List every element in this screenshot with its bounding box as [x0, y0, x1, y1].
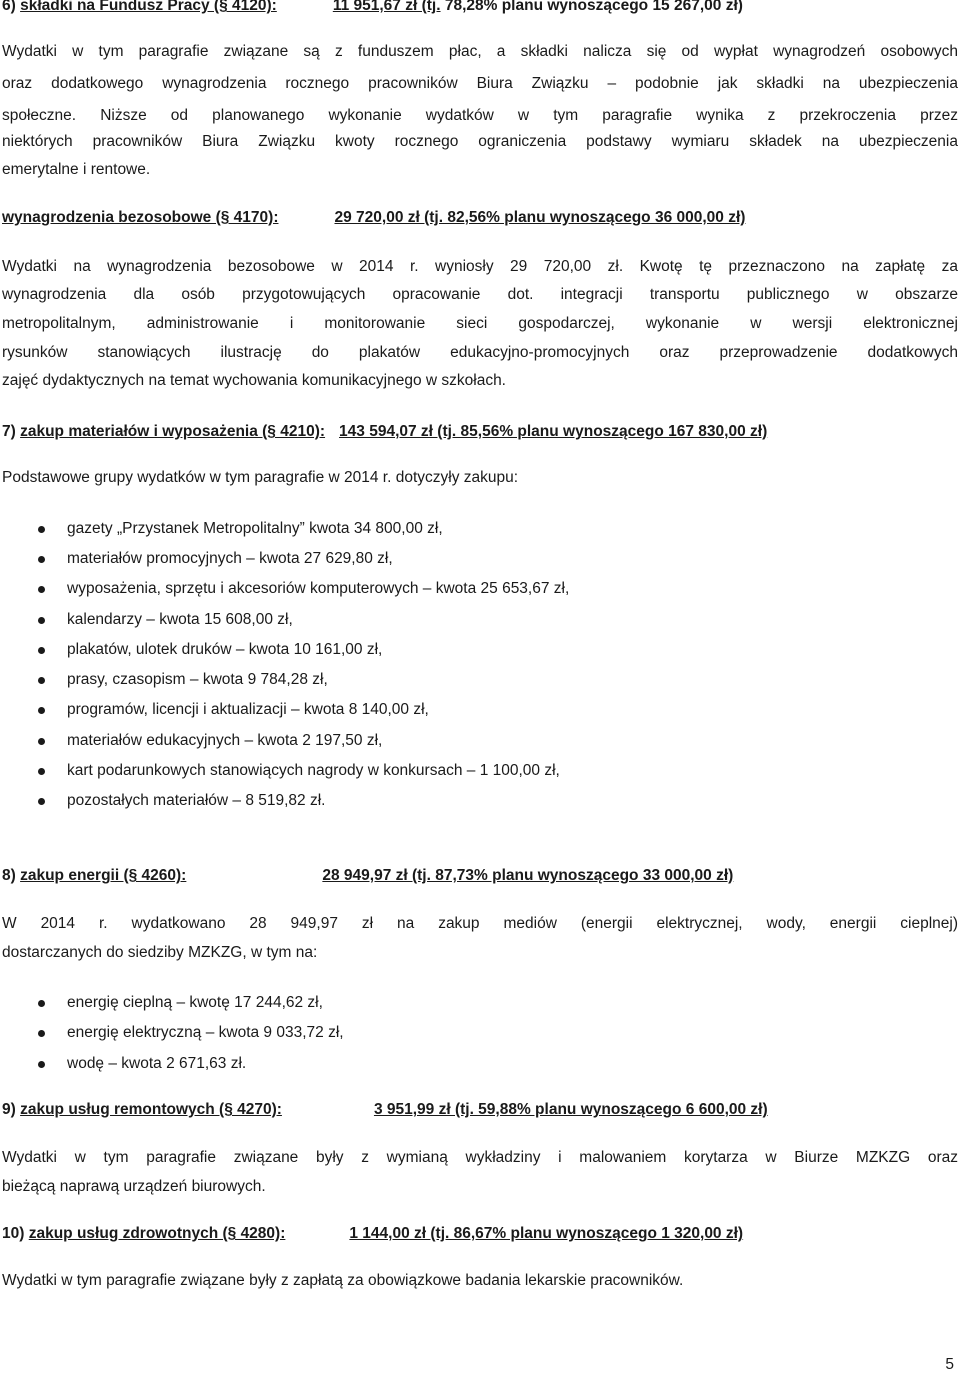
section-10-number: 10): [2, 1225, 29, 1242]
list-item: programów, licencji i aktualizacji – kwota 8 140,00 zł,: [67, 701, 429, 718]
section-wb-line-4: rysunków stanowiących ilustrację do plakatów edukacyjno-promocyjnych oraz przeprowadzenie dodatkowych: [2, 344, 958, 361]
section-7-number: 7): [2, 423, 21, 440]
list-item: wyposażenia, sprzętu i akcesoriów komputerowych – kwota 25 653,67 zł,: [67, 580, 570, 597]
section-10-heading: [2, 1224, 743, 1244]
section-6-line-5: emerytalne i rentowe.: [2, 161, 151, 178]
section-6-line-3: społeczne. Niższe od planowanego wykonanie wydatków w tym paragrafie wynika z przekroczenia przez: [2, 107, 958, 124]
bullet-icon: [38, 1030, 45, 1037]
section-7-amount: 143 594,07 zł (tj. 85,56% planu wynoszącego 167 830,00 zł): [339, 423, 768, 440]
bullet-icon: [38, 768, 45, 775]
bullet-icon: [38, 1000, 45, 1007]
section-8-amount: 28 949,97 zł (tj. 87,73% planu wynoszącego 33 000,00 zł): [322, 867, 734, 884]
section-7-intro: Podstawowe grupy wydatków w tym paragrafie w 2014 r. dotyczyły zakupu:: [2, 469, 519, 486]
section-6-number: 6): [2, 0, 21, 14]
section-6-line-4: niektórych pracowników Biura Związku kwoty rocznego ograniczenia podstawy wymiaru składek na ubezpieczenia: [2, 133, 958, 150]
section-10-amount: 1 144,00 zł (tj. 86,67% planu wynoszącego 1 320,00 zł): [349, 1225, 744, 1242]
section-7-heading: [2, 422, 767, 442]
section-9-heading: [2, 1100, 768, 1120]
section-wb-line-2: wynagrodzenia dla osób przygotowujących opracowanie dot. integracji transportu publicznego w obszarze: [2, 286, 958, 303]
section-wb-amount: 29 720,00 zł (tj. 82,56% planu wynoszącego 36 000,00 zł): [334, 209, 746, 226]
section-7-title: zakup materiałów i wyposażenia (§ 4210):: [20, 423, 326, 440]
section-wb-line-5: zajęć dydaktycznych na temat wychowania komunikacyjnego w szkołach.: [2, 372, 506, 389]
section-6-amount-rest: 78,28% planu wynoszącego 15 267,00 zł): [440, 0, 743, 14]
bullet-icon: [38, 1061, 45, 1068]
bullet-icon: [38, 798, 45, 805]
bullet-icon: [38, 647, 45, 654]
section-8-heading: [2, 866, 733, 886]
bullet-icon: [38, 677, 45, 684]
section-6-line-2: oraz dodatkowego wynagrodzenia rocznego pracowników Biura Związku – podobnie jak składki na ubezpieczenia: [2, 75, 958, 92]
section-6-amount: 11 951,67 zł (tj.: [332, 0, 441, 14]
list-item: materiałów promocyjnych – kwota 27 629,80 zł,: [67, 550, 393, 567]
section-9-amount: 3 951,99 zł (tj. 59,88% planu wynoszącego 6 600,00 zł): [373, 1101, 768, 1118]
bullet-icon: [38, 738, 45, 745]
list-item: prasy, czasopism – kwota 9 784,28 zł,: [67, 671, 328, 688]
page-number: 5: [945, 1356, 954, 1373]
list-item: gazety „Przystanek Metropolitalny” kwota 34 800,00 zł,: [67, 520, 443, 537]
bullet-icon: [38, 526, 45, 533]
section-9-line-1: Wydatki w tym paragrafie związane były z wymianą wykładziny i malowaniem korytarza w Biurze MZKZG oraz: [2, 1149, 958, 1166]
bullet-icon: [38, 707, 45, 714]
section-8-line-2: dostarczanych do siedziby MZKZG, w tym na:: [2, 944, 318, 961]
list-item: kart podarunkowych stanowiących nagrody w konkursach – 1 100,00 zł,: [67, 762, 560, 779]
section-9-line-2: bieżącą naprawą urządzeń biurowych.: [2, 1178, 266, 1195]
section-8-line-1: W 2014 r. wydatkowano 28 949,97 zł na zakup mediów (energii elektrycznej, wody, energii cieplnej): [2, 915, 958, 932]
section-8-number: 8): [2, 867, 21, 884]
section-wb-line-1: Wydatki na wynagrodzenia bezosobowe w 2014 r. wyniosły 29 720,00 zł. Kwotę tę przeznaczono na zapłatę za: [2, 258, 958, 275]
section-wb-line-3: metropolitalnym, administrowanie i monitorowanie sieci gospodarczej, wykonanie w wersji elektronicznej: [2, 315, 958, 332]
section-9-title: zakup usług remontowych (§ 4270):: [20, 1101, 282, 1118]
section-8-title: zakup energii (§ 4260):: [20, 867, 187, 884]
bullet-icon: [38, 556, 45, 563]
section-10-body: Wydatki w tym paragrafie związane były z zapłatą za obowiązkowe badania lekarskie pracowników.: [2, 1272, 684, 1289]
section-6-heading: [2, 0, 743, 16]
list-item: pozostałych materiałów – 8 519,82 zł.: [67, 792, 326, 809]
list-item: plakatów, ulotek druków – kwota 10 161,00 zł,: [67, 641, 383, 658]
list-item: materiałów edukacyjnych – kwota 2 197,50 zł,: [67, 732, 383, 749]
section-10-title: zakup usług zdrowotnych (§ 4280):: [28, 1225, 286, 1242]
bullet-icon: [38, 617, 45, 624]
list-item: energię elektryczną – kwota 9 033,72 zł,: [67, 1024, 344, 1041]
section-6-title: składki na Fundusz Pracy (§ 4120):: [20, 0, 277, 14]
list-item: kalendarzy – kwota 15 608,00 zł,: [67, 611, 293, 628]
bullet-icon: [38, 586, 45, 593]
section-wb-title: wynagrodzenia bezosobowe (§ 4170):: [2, 209, 279, 226]
section-6-line-1: Wydatki w tym paragrafie związane są z funduszem płac, a składki nalicza się od wypłat wynagrodzeń osobowych: [2, 43, 958, 60]
section-9-number: 9): [2, 1101, 21, 1118]
list-item: wodę – kwota 2 671,63 zł.: [67, 1055, 247, 1072]
section-wb-heading: [2, 208, 745, 228]
list-item: energię cieplną – kwotę 17 244,62 zł,: [67, 994, 323, 1011]
